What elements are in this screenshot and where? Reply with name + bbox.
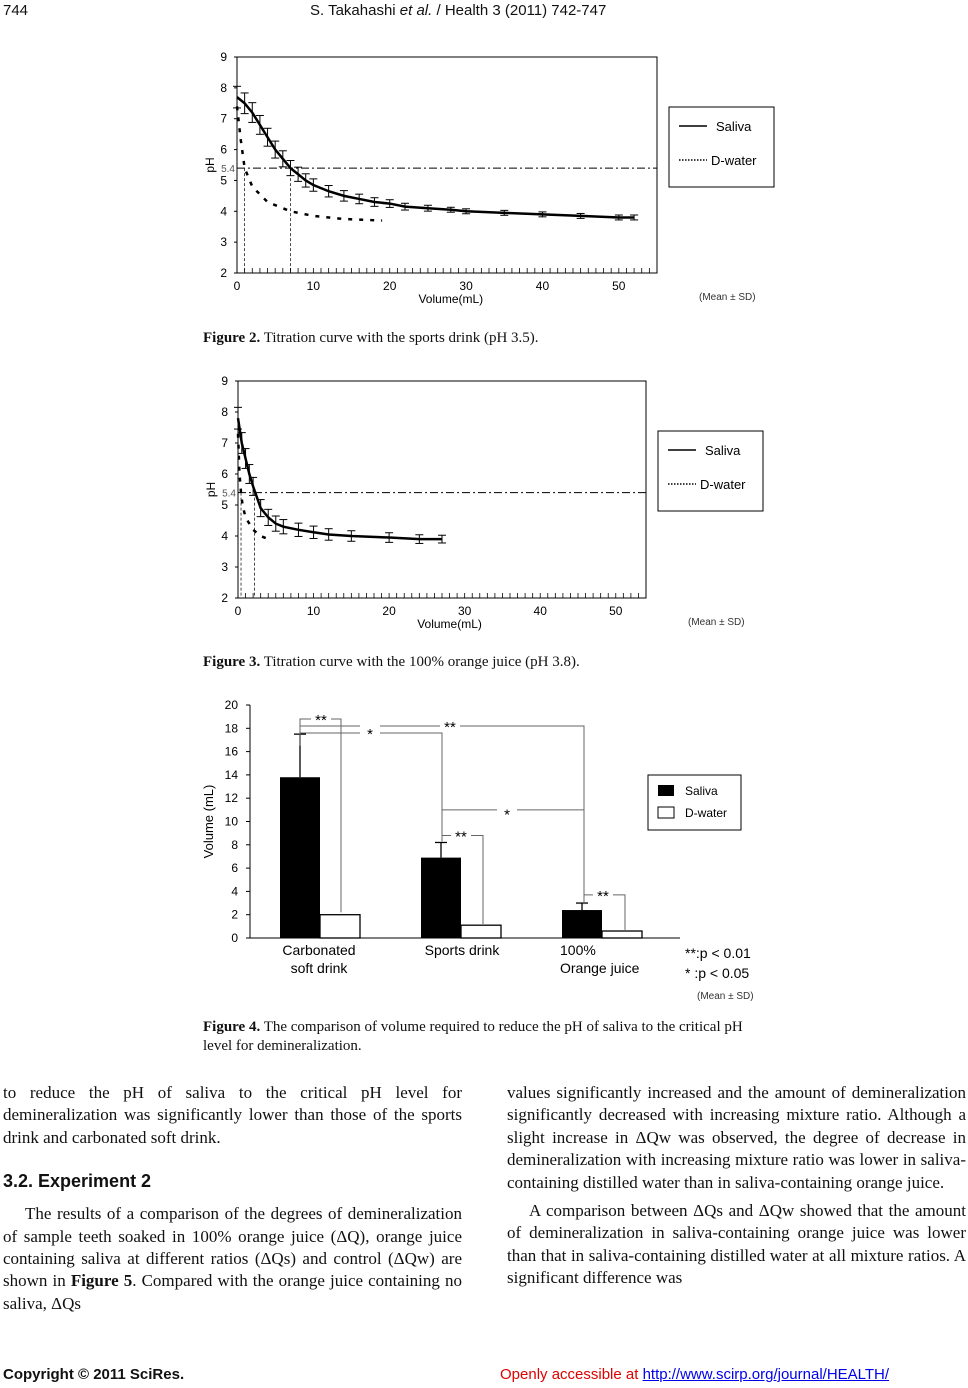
figure-3-label: Figure 3. — [203, 654, 261, 670]
bar-saliva — [280, 777, 320, 938]
y-tick-label: 2 — [221, 591, 228, 605]
y-tick-label: 2 — [231, 907, 238, 922]
significance-key: * :p < 0.05 — [685, 965, 750, 981]
bar-d-water — [461, 925, 501, 938]
significance-mark: * — [367, 725, 373, 743]
y-tick-label: 3 — [220, 235, 227, 250]
significance-mark: ** — [455, 828, 467, 846]
x-tick-label: 50 — [612, 279, 626, 293]
x-tick-label: 10 — [306, 279, 321, 293]
y-tick-label: 7 — [220, 111, 227, 126]
y-tick-label: 12 — [224, 791, 238, 806]
category-label: Carbonated — [282, 942, 356, 958]
access-text: Openly accessible at — [500, 1366, 643, 1383]
y-tick-label: 0 — [231, 931, 238, 945]
running-title — [310, 2, 606, 19]
mean-sd-note: (Mean ± SD) — [697, 991, 754, 1002]
y-tick-label: 7 — [221, 436, 228, 450]
legend-d-water: D-water — [711, 153, 757, 168]
y-axis-label: pH — [204, 481, 218, 498]
category-label: 100% — [560, 942, 596, 958]
body-paragraph — [3, 1203, 462, 1315]
x-tick-label: 0 — [233, 279, 241, 293]
figure-2-label: Figure 2. — [203, 330, 261, 346]
y-tick-label: 2 — [220, 266, 227, 280]
x-axis-label: Volume(mL) — [417, 617, 482, 631]
figure-2-chart — [190, 40, 790, 315]
x-tick-label: 40 — [533, 604, 547, 618]
significance-key: **:p < 0.01 — [685, 945, 751, 961]
y-tick-label: 20 — [224, 698, 238, 712]
figure-3-caption-text: Titration curve with the 100% orange juice (pH 3.8). — [260, 654, 580, 670]
x-tick-label: 10 — [306, 604, 321, 618]
bar-saliva — [421, 858, 461, 938]
body-paragraph: A comparison between ΔQs and ΔQw showed that the amount of demineralization in saliva-containing orange juice was lower than that in saliva-containing distilled water at all mixture ratios. A significant difference was — [507, 1201, 966, 1288]
y-tick-label: 8 — [220, 80, 227, 95]
y-tick-label: 18 — [224, 721, 238, 736]
bar-d-water — [602, 931, 642, 938]
x-tick-label: 40 — [535, 279, 550, 293]
figure-3-caption — [203, 653, 580, 672]
critical-ph-label: 5.4 — [222, 488, 236, 500]
running-title-etal: et al. — [399, 2, 433, 19]
y-tick-label: 5 — [221, 498, 228, 512]
paragraph-text: . Compared with the orange juice containing no saliva, ΔQs — [3, 1271, 462, 1313]
significance-mark: * — [504, 806, 510, 824]
category-label: Orange juice — [560, 960, 640, 976]
y-tick-label: 14 — [224, 767, 238, 782]
legend-d-water: D-water — [700, 477, 746, 492]
legend-d-water: D-water — [685, 806, 728, 820]
y-axis-label: pH — [203, 157, 217, 173]
figure-3-chart — [190, 368, 790, 643]
category-label: Sports drink — [424, 942, 500, 958]
plot-area — [238, 381, 646, 598]
figure-reference: Figure 5 — [70, 1271, 133, 1291]
y-tick-label: 9 — [221, 374, 228, 388]
page-number: 744 — [3, 2, 29, 19]
y-tick-label: 10 — [224, 814, 238, 829]
y-tick-label: 6 — [221, 467, 228, 481]
significance-mark: ** — [315, 711, 327, 729]
copyright: Copyright © 2011 SciRes. — [3, 1366, 185, 1383]
x-tick-label: 30 — [457, 604, 472, 618]
category-label: soft drink — [290, 960, 348, 976]
figure-2-caption-text: Titration curve with the sports drink (pH 3.5). — [260, 330, 539, 346]
y-tick-label: 4 — [221, 529, 228, 543]
y-tick-label: 3 — [221, 560, 228, 574]
x-tick-label: 20 — [382, 604, 396, 618]
y-tick-label: 4 — [231, 884, 238, 899]
bar-d-water — [320, 915, 360, 938]
legend-saliva: Saliva — [685, 784, 718, 798]
journal-link[interactable]: http://www.scirp.org/journal/HEALTH/ — [642, 1366, 890, 1383]
y-tick-label: 8 — [221, 405, 228, 419]
y-tick-label: 5 — [220, 173, 227, 188]
significance-mark: ** — [597, 887, 609, 905]
critical-ph-label: 5.4 — [221, 164, 235, 176]
x-axis-label: Volume(mL) — [418, 292, 484, 306]
body-right-column — [507, 1082, 966, 1290]
x-tick-label: 30 — [459, 279, 473, 293]
section-heading: 3.2. Experiment 2 — [3, 1171, 152, 1192]
figure-2-caption — [203, 329, 539, 348]
running-title-journal: / Health 3 (2011) 742-747 — [432, 2, 607, 19]
mean-sd-note: (Mean ± SD) — [699, 292, 756, 303]
access-line — [500, 1366, 889, 1383]
y-tick-label: 9 — [220, 50, 227, 64]
figure-4-caption-text: The comparison of volume required to reduce the pH of saliva to the critical pH level for demineralization. — [203, 1019, 743, 1054]
y-tick-label: 8 — [231, 837, 238, 852]
y-tick-label: 6 — [220, 142, 227, 157]
legend-saliva: Saliva — [716, 119, 752, 134]
body-paragraph: values significantly increased and the amount of demineralization significantly decreased with increasing mixture ratio. Although a slight increase in ΔQw was observed, the degree of decrease in demineralization with increasing mixture ratio was lower in saliva-containing distilled water than in saliva-containing orange juice. — [507, 1083, 966, 1192]
y-tick-label: 4 — [220, 204, 227, 219]
significance-mark: ** — [444, 718, 456, 736]
paragraph-text: The results of a comparison of the degrees of demineralization of sample teeth soaked in 100% orange juice (ΔQ), orange juice containing saliva at different ratios (ΔQs) and control (ΔQw) are shown in — [3, 1204, 462, 1291]
figure-4-caption — [203, 1018, 773, 1056]
legend-saliva: Saliva — [705, 443, 741, 458]
x-tick-label: 20 — [383, 279, 397, 293]
y-tick-label: 16 — [224, 744, 238, 759]
saliva-curve — [237, 97, 634, 217]
running-title-authors: S. Takahashi — [310, 2, 400, 19]
body-paragraph: to reduce the pH of saliva to the critical pH level for demineralization was significantly lower than those of the sports drink and carbonated soft drink. — [3, 1083, 462, 1147]
plot-area — [237, 57, 657, 273]
x-tick-label: 50 — [609, 604, 623, 618]
body-left-column — [3, 1082, 462, 1315]
mean-sd-note: (Mean ± SD) — [688, 617, 745, 628]
x-tick-label: 0 — [234, 604, 242, 618]
bar-saliva — [562, 910, 602, 938]
y-tick-label: 6 — [231, 861, 238, 876]
y-axis-label: Volume (mL) — [201, 784, 216, 859]
figure-4-label: Figure 4. — [203, 1019, 261, 1035]
figure-4-chart — [195, 690, 795, 1010]
